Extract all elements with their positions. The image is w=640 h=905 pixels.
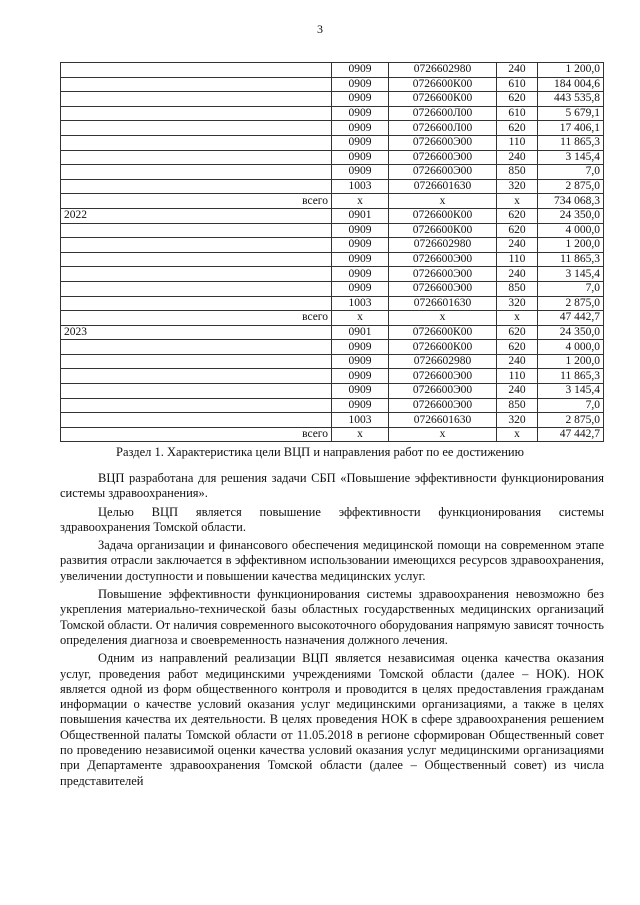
table-row xyxy=(61,194,604,209)
row-label-cell xyxy=(61,384,332,399)
row-label-cell xyxy=(61,165,332,180)
amount-cell: 1 200,0 xyxy=(538,63,604,78)
paragraph: Задача организации и финансового обеспечения медицинской помощи на современном этапе развития отрасли заключается в эффективном использовании имеющихся ресурсов здравоохранения, увеличении доступности и повышении качества медицинских услуг. xyxy=(60,538,604,583)
section-code-cell: х xyxy=(332,194,389,209)
target-code-cell: 0726600Э00 xyxy=(389,398,497,413)
target-code-cell: 0726600К00 xyxy=(389,77,497,92)
table-row xyxy=(61,427,604,442)
target-code-cell: 0726600К00 xyxy=(389,223,497,238)
section-code-cell: 0909 xyxy=(332,92,389,107)
row-label-cell: всего xyxy=(61,194,332,209)
expense-type-cell: 110 xyxy=(497,252,538,267)
target-code-cell: 0726601630 xyxy=(389,296,497,311)
row-label-cell xyxy=(61,223,332,238)
target-code-cell: 0726601630 xyxy=(389,179,497,194)
target-code-cell: 0726600Э00 xyxy=(389,384,497,399)
table-row xyxy=(61,106,604,121)
row-label-cell xyxy=(61,354,332,369)
target-code-cell: 0726600Э00 xyxy=(389,281,497,296)
table-row xyxy=(61,311,604,326)
row-label-cell xyxy=(61,340,332,355)
section-code-cell: 0909 xyxy=(332,281,389,296)
table-row xyxy=(61,354,604,369)
budget-table-body xyxy=(61,63,604,442)
row-label-cell: 2023 xyxy=(61,325,332,340)
section-code-cell: х xyxy=(332,427,389,442)
section-code-cell: 1003 xyxy=(332,179,389,194)
section-code-cell: 0909 xyxy=(332,369,389,384)
table-row xyxy=(61,238,604,253)
row-label-cell xyxy=(61,238,332,253)
expense-type-cell: х xyxy=(497,194,538,209)
row-label-cell xyxy=(61,267,332,282)
section-title: Раздел 1. Характеристика цели ВЦП и направления работ по ее достижению xyxy=(116,445,524,459)
expense-type-cell: 240 xyxy=(497,238,538,253)
amount-cell: 7,0 xyxy=(538,281,604,296)
amount-cell: 1 200,0 xyxy=(538,354,604,369)
table-row xyxy=(61,179,604,194)
section-code-cell: 0901 xyxy=(332,325,389,340)
table-row xyxy=(61,296,604,311)
row-label-cell xyxy=(61,179,332,194)
target-code-cell: 0726600Э00 xyxy=(389,150,497,165)
section-code-cell: 0909 xyxy=(332,223,389,238)
expense-type-cell: 320 xyxy=(497,179,538,194)
row-label-cell xyxy=(61,63,332,78)
expense-type-cell: х xyxy=(497,311,538,326)
target-code-cell: 0726600Э00 xyxy=(389,252,497,267)
section-code-cell: 0909 xyxy=(332,63,389,78)
amount-cell: 2 875,0 xyxy=(538,413,604,428)
expense-type-cell: 620 xyxy=(497,223,538,238)
amount-cell: 7,0 xyxy=(538,398,604,413)
target-code-cell: 0726600Э00 xyxy=(389,135,497,150)
table-row xyxy=(61,413,604,428)
expense-type-cell: 320 xyxy=(497,413,538,428)
target-code-cell: 0726600Э00 xyxy=(389,369,497,384)
amount-cell: 24 350,0 xyxy=(538,208,604,223)
target-code-cell: х xyxy=(389,427,497,442)
table-row xyxy=(61,223,604,238)
page-number: 3 xyxy=(317,22,323,36)
expense-type-cell: 240 xyxy=(497,150,538,165)
target-code-cell: 0726600К00 xyxy=(389,325,497,340)
target-code-cell: 0726600К00 xyxy=(389,340,497,355)
target-code-cell: 0726602980 xyxy=(389,354,497,369)
expense-type-cell: 620 xyxy=(497,340,538,355)
section-code-cell: 0909 xyxy=(332,106,389,121)
table-row xyxy=(61,252,604,267)
target-code-cell: 0726602980 xyxy=(389,238,497,253)
section-code-cell: 0909 xyxy=(332,165,389,180)
target-code-cell: 0726600К00 xyxy=(389,92,497,107)
table-row xyxy=(61,77,604,92)
amount-cell: 47 442,7 xyxy=(538,427,604,442)
section-code-cell: 0909 xyxy=(332,252,389,267)
expense-type-cell: х xyxy=(497,427,538,442)
section-code-cell: 1003 xyxy=(332,413,389,428)
row-label-cell xyxy=(61,413,332,428)
target-code-cell: 0726602980 xyxy=(389,63,497,78)
paragraph: ВЦП разработана для решения задачи СБП «Повышение эффективности функционирования системы здравоохранения». xyxy=(60,471,604,501)
amount-cell: 734 068,3 xyxy=(538,194,604,209)
row-label-cell xyxy=(61,135,332,150)
expense-type-cell: 620 xyxy=(497,121,538,136)
table-row xyxy=(61,325,604,340)
expense-type-cell: 110 xyxy=(497,369,538,384)
row-label-cell xyxy=(61,252,332,267)
expense-type-cell: 620 xyxy=(497,92,538,107)
section-code-cell: 0909 xyxy=(332,150,389,165)
row-label-cell: 2022 xyxy=(61,208,332,223)
paragraph: Повышение эффективности функционирования системы здравоохранения невозможно без укрепления материально-технической базы областных государственных медицинских организаций Томской области. От наличия современного высокоточного оборудования напрямую зависят точность определения диагноза и своевременность назначения должного лечения. xyxy=(60,587,604,647)
row-label-cell xyxy=(61,77,332,92)
table-row xyxy=(61,398,604,413)
row-label-cell xyxy=(61,281,332,296)
row-label-cell xyxy=(61,121,332,136)
expense-type-cell: 620 xyxy=(497,208,538,223)
amount-cell: 24 350,0 xyxy=(538,325,604,340)
row-label-cell xyxy=(61,92,332,107)
row-label-cell xyxy=(61,150,332,165)
expense-type-cell: 240 xyxy=(497,63,538,78)
amount-cell: 184 004,6 xyxy=(538,77,604,92)
section-code-cell: 0909 xyxy=(332,135,389,150)
amount-cell: 7,0 xyxy=(538,165,604,180)
amount-cell: 11 865,3 xyxy=(538,135,604,150)
amount-cell: 4 000,0 xyxy=(538,223,604,238)
amount-cell: 4 000,0 xyxy=(538,340,604,355)
target-code-cell: 0726600Л00 xyxy=(389,121,497,136)
target-code-cell: 0726600К00 xyxy=(389,208,497,223)
target-code-cell: 0726600Л00 xyxy=(389,106,497,121)
amount-cell: 47 442,7 xyxy=(538,311,604,326)
paragraph: Целью ВЦП является повышение эффективности функционирования системы здравоохранения Томской области. xyxy=(60,504,604,534)
row-label-cell xyxy=(61,296,332,311)
target-code-cell: х xyxy=(389,311,497,326)
table-row xyxy=(61,340,604,355)
expense-type-cell: 620 xyxy=(497,325,538,340)
table-row xyxy=(61,208,604,223)
table-row xyxy=(61,267,604,282)
amount-cell: 443 535,8 xyxy=(538,92,604,107)
expense-type-cell: 110 xyxy=(497,135,538,150)
expense-type-cell: 610 xyxy=(497,77,538,92)
amount-cell: 3 145,4 xyxy=(538,384,604,399)
table-row xyxy=(61,135,604,150)
amount-cell: 5 679,1 xyxy=(538,106,604,121)
body-text xyxy=(60,471,604,792)
amount-cell: 11 865,3 xyxy=(538,369,604,384)
target-code-cell: 0726600Э00 xyxy=(389,267,497,282)
table-row xyxy=(61,121,604,136)
target-code-cell: х xyxy=(389,194,497,209)
target-code-cell: 0726601630 xyxy=(389,413,497,428)
table-row xyxy=(61,369,604,384)
section-code-cell: 0909 xyxy=(332,398,389,413)
table-row xyxy=(61,63,604,78)
amount-cell: 3 145,4 xyxy=(538,267,604,282)
expense-type-cell: 850 xyxy=(497,281,538,296)
section-code-cell: 0909 xyxy=(332,267,389,282)
expense-type-cell: 850 xyxy=(497,165,538,180)
expense-type-cell: 240 xyxy=(497,354,538,369)
amount-cell: 17 406,1 xyxy=(538,121,604,136)
table-row xyxy=(61,92,604,107)
row-label-cell: всего xyxy=(61,427,332,442)
section-code-cell: 0909 xyxy=(332,238,389,253)
row-label-cell: всего xyxy=(61,311,332,326)
budget-table xyxy=(60,62,604,442)
expense-type-cell: 850 xyxy=(497,398,538,413)
amount-cell: 1 200,0 xyxy=(538,238,604,253)
expense-type-cell: 320 xyxy=(497,296,538,311)
amount-cell: 3 145,4 xyxy=(538,150,604,165)
section-code-cell: 0909 xyxy=(332,121,389,136)
table-row xyxy=(61,384,604,399)
row-label-cell xyxy=(61,369,332,384)
target-code-cell: 0726600Э00 xyxy=(389,165,497,180)
section-code-cell: 0909 xyxy=(332,354,389,369)
expense-type-cell: 240 xyxy=(497,267,538,282)
row-label-cell xyxy=(61,398,332,413)
section-code-cell: х xyxy=(332,311,389,326)
table-row xyxy=(61,150,604,165)
section-code-cell: 0901 xyxy=(332,208,389,223)
expense-type-cell: 240 xyxy=(497,384,538,399)
table-row xyxy=(61,165,604,180)
section-code-cell: 0909 xyxy=(332,340,389,355)
expense-type-cell: 610 xyxy=(497,106,538,121)
table-row xyxy=(61,281,604,296)
amount-cell: 2 875,0 xyxy=(538,296,604,311)
amount-cell: 2 875,0 xyxy=(538,179,604,194)
section-code-cell: 1003 xyxy=(332,296,389,311)
section-code-cell: 0909 xyxy=(332,77,389,92)
paragraph: Одним из направлений реализации ВЦП является независимая оценка качества оказания услуг, проведения работ медицинскими учреждениями Томской области (далее – НОК). НОК является одной из форм общественного контроля и проводится в целях предоставления гражданам информации о качестве условий оказания услуг медицинскими организациями, а также в целях повышения качества их деятельности. В целях проведения НОК в сфере здравоохранения решением Общественной палаты Томской области от 11.05.2018 в регионе сформирован Общественный совет по проведению независимой оценки качества условий оказания услуг медицинскими организациями при Департаменте здравоохранения Томской области (далее – Общественный совет) из числа представителей xyxy=(60,651,604,788)
row-label-cell xyxy=(61,106,332,121)
section-code-cell: 0909 xyxy=(332,384,389,399)
amount-cell: 11 865,3 xyxy=(538,252,604,267)
